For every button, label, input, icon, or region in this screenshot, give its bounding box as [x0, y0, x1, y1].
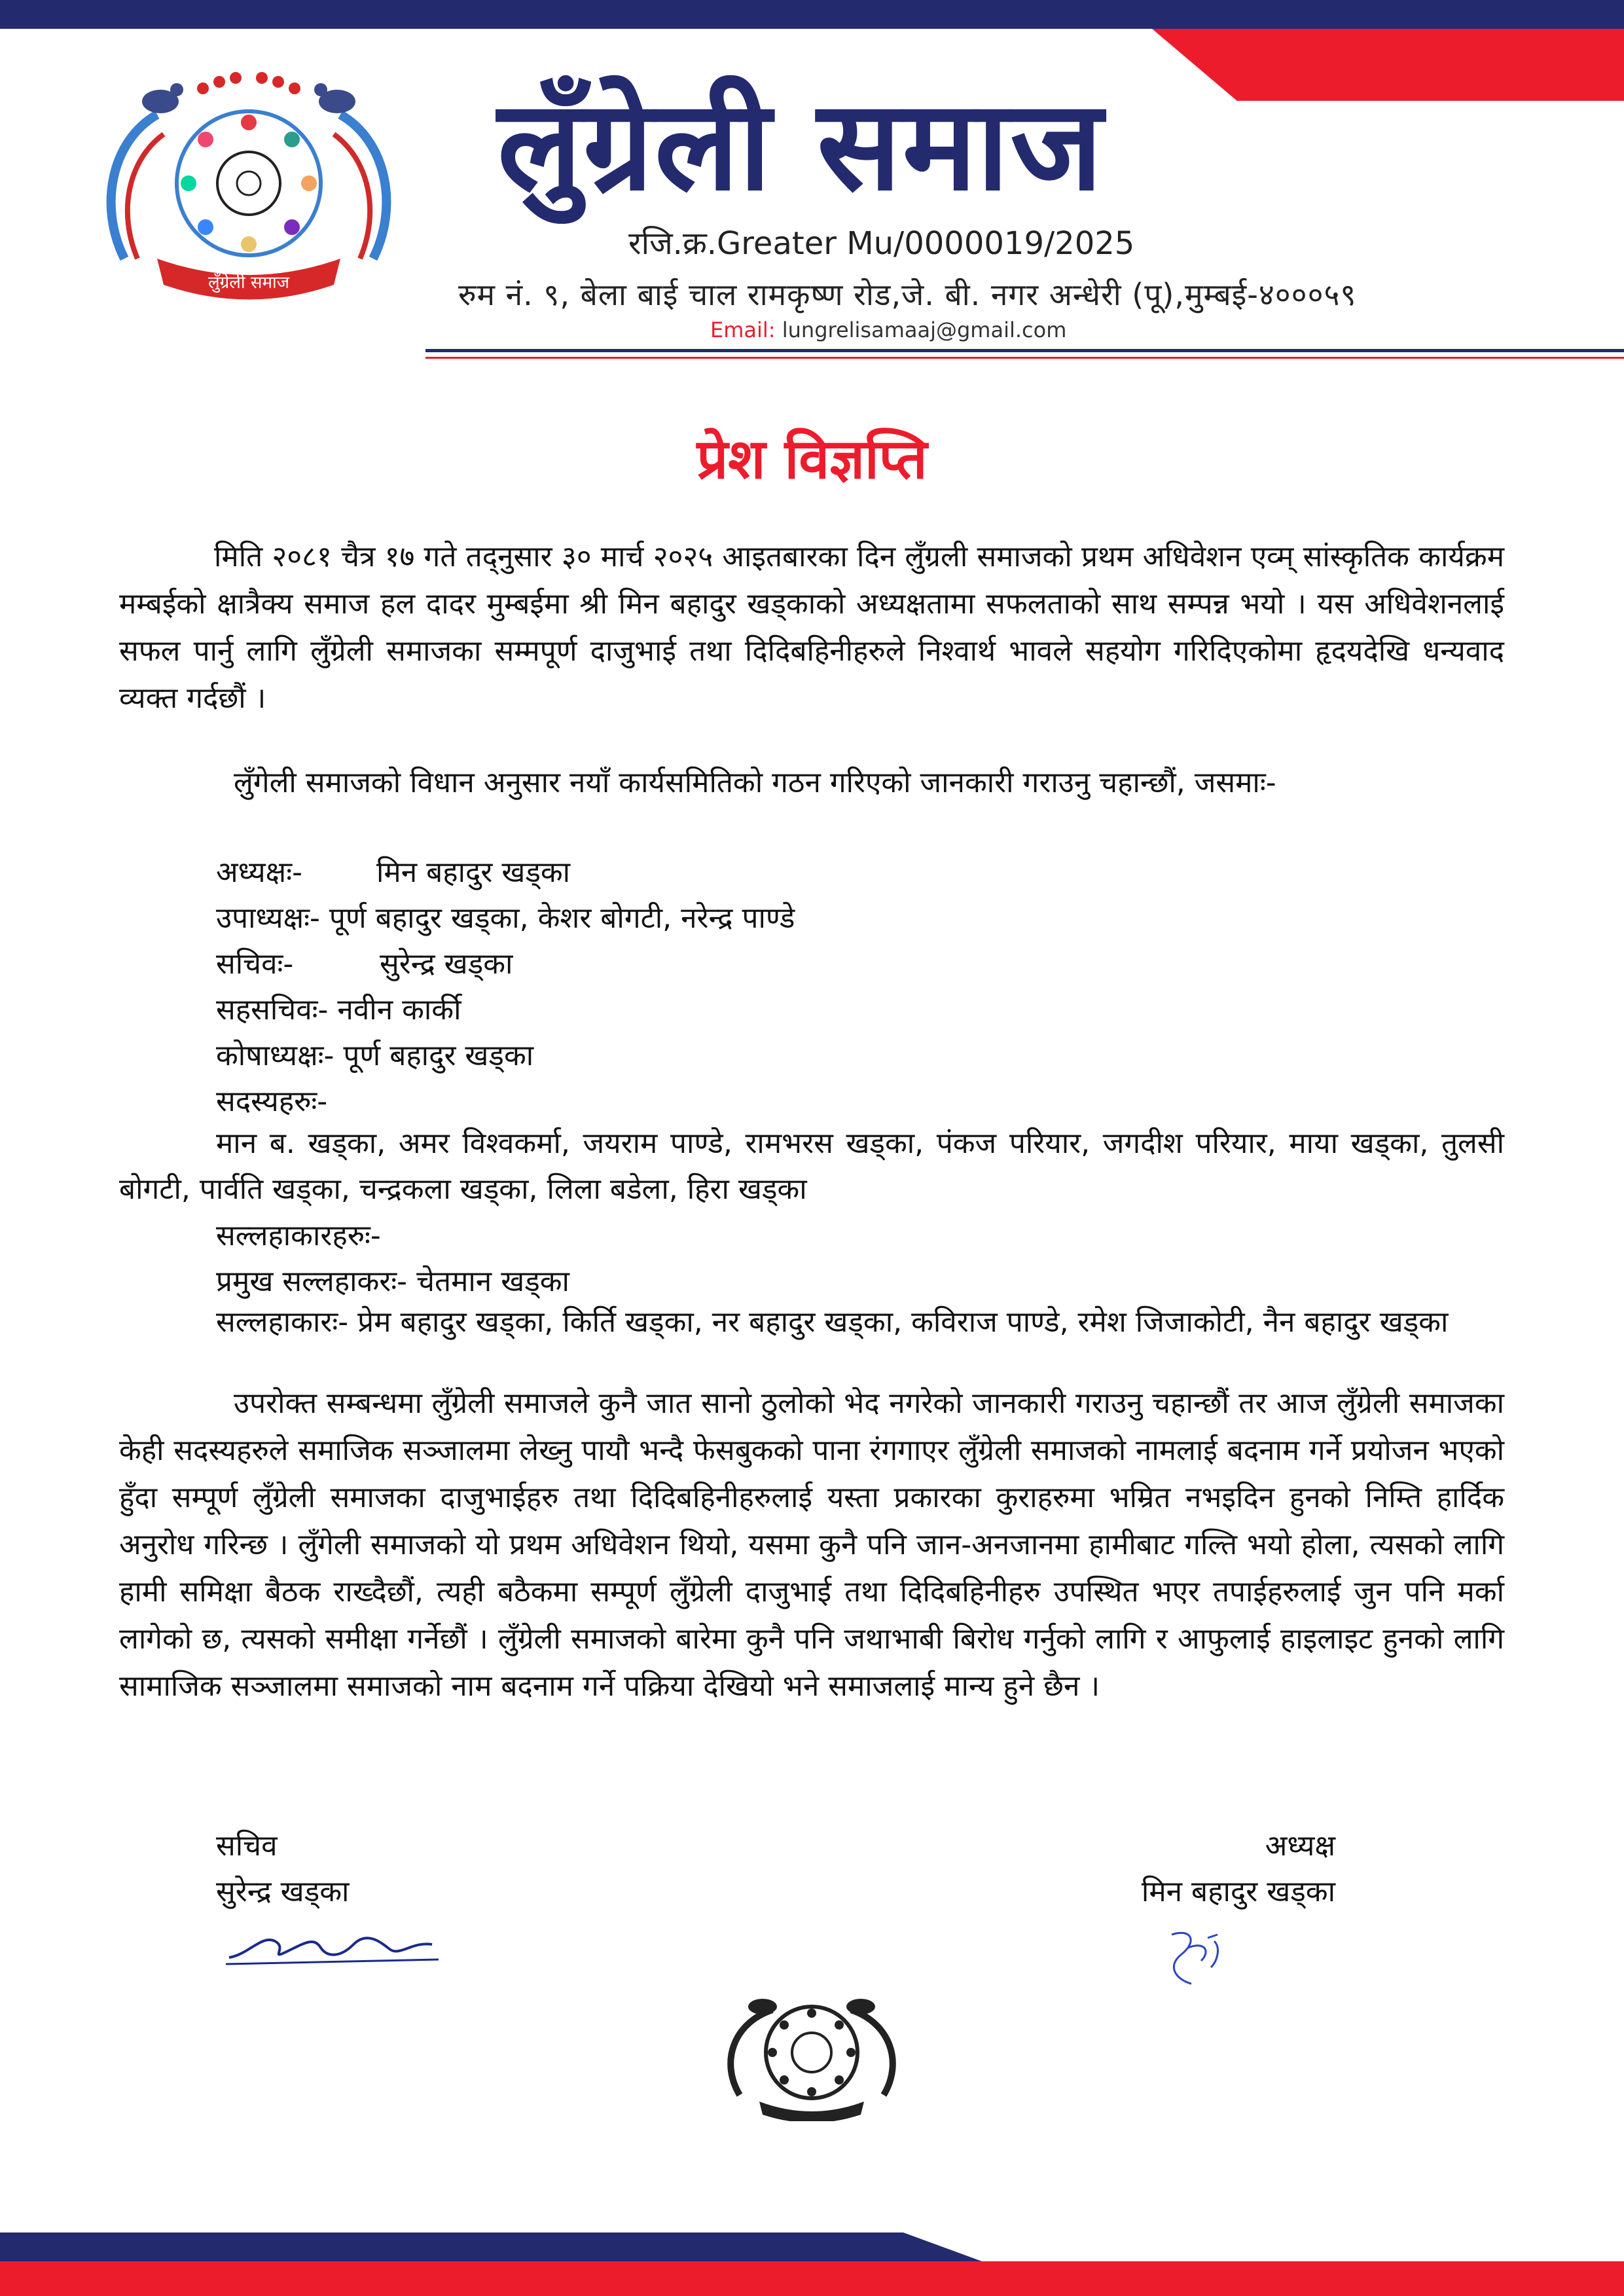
footer-logo [713, 1984, 910, 2121]
footer-navy-bar [0, 2232, 982, 2261]
registration-number: रजि.क्र.Greater Mu/0000019/2025 [628, 225, 1135, 262]
president-signature [1152, 1922, 1237, 1994]
address: रुम नं. ९, बेला बाई चाल रामकृष्ण रोड,जे. बी. नगर अन्धेरी (पू),मुम्बई-४०००५९ [458, 277, 1357, 312]
organization-name: लुँग्रेली समाज [497, 73, 1104, 218]
president-title: अध्यक्ष [1265, 1829, 1335, 1863]
logo-ribbon-text: लुँग्रेली समाज [208, 273, 290, 293]
treasurer-label: कोषाध्यक्षः- [216, 1039, 334, 1072]
row-advisors-label [216, 1214, 381, 1254]
secretary-title: सचिव [216, 1829, 278, 1863]
president-signatory-name: मिन बहादुर खड्का [1141, 1875, 1335, 1908]
secretary-signature [223, 1922, 445, 1974]
footer-red-bar [0, 2261, 1624, 2296]
header-red-bar [1152, 29, 1624, 101]
treasurer-name: पूर्ण बहादुर खड्का [343, 1039, 534, 1072]
society-logo [98, 62, 399, 311]
advisors-list [119, 1300, 1504, 1345]
chief-advisor-label: प्रमुख सल्लहाकरः- [216, 1265, 408, 1298]
row-joint-secretary [216, 989, 461, 1028]
email-link[interactable]: lungrelisamaaj@gmail.com [782, 318, 1067, 342]
secretary-name: सुरेन्द्र खड्का [380, 947, 513, 981]
president-name: मिन बहादुर खड्का [376, 856, 571, 889]
row-president [216, 851, 570, 890]
president-label: अध्यक्षः- [216, 856, 302, 889]
advisors-label: सल्लहाकारहरुः- [216, 1219, 381, 1252]
joint-secretary-label: सहसचिवः- [216, 993, 329, 1027]
members-label: सदस्यहरुः- [216, 1085, 328, 1118]
chief-advisor-name: चेतमान खड्का [416, 1265, 569, 1298]
secretary-signatory-name: सुरेन्द्र खड्का [216, 1875, 350, 1908]
row-members-label [216, 1080, 327, 1120]
members-list: मान ब. खड्का, अमर विश्वकर्मा, जयराम पाण्डे, रामभरस खड्का, पंकज परियार, जगदीश परियार, माया खड्का, तुलसी बोगटी, पार्वति खड्का, चन्द्रकला खड्का, लिला बडेला, हिरा खड्का [119, 1127, 1504, 1206]
row-secretary [216, 943, 513, 982]
header-navy-bar [0, 0, 1624, 29]
vice-president-label: उपाध्यक्षः- [216, 902, 320, 935]
signature-block-president [1100, 1823, 1335, 1915]
advisor-names: प्रेम बहादुर खड्का, किर्ति खड्का, नर बहादुर खड्का, कविराज पाण्डे, रमेश जिजाकोटी, नैन बहादुर खड्का [357, 1305, 1449, 1339]
paragraph-appeal: उपरोक्त सम्बन्धमा लुँग्रेली समाजले कुनै जात सानो ठुलोको भेद नगरेको जानकारी गराउनु चहान्छौं तर आज लुँग्रेली समाजका केही सदस्यहरुले समाजिक सञ्जालमा लेख्नु पायौ भन्दै फेसबुकको पाना रंगगाएर लुँग्रेली समाजको नामलाई बदनाम गर्ने प्रयोजन भएको हुँदा सम्पूर्ण लुँग्रेली समाजका दाजुभाईहरु तथा दिदिबहिनीहरुलाई यस्ता प्रकारका कुराहरुमा भम्रित नभइदिन हुनको निम्ति हार्दिक अनुरोध गरिन्छ । लुँगेली समाजको यो प्रथम अधिवेशन थियो, यसमा कुनै पनि जान-अनजानमा हामीबाट गल्ति भयो होला, त्यसको लागि हामी समिक्षा बैठक राख्दैछौं, त्यही बठैकमा सम्पूर्ण लुँग्रेली दाजुभाई तथा दिदिबहिनीहरु उपस्थित भएर तपाईहरुलाई जुन पनि मर्का लागेको छ, त्यसको समीक्षा गर्नेछौं । लुँग्रेली समाजको बारेमा कुनै पनि जथाभाबी बिरोध गर्नुको लागि र आफुलाई हाइलाइट हुनको लागि सामाजिक सञ्जालमा समाजको नाम बदनाम गर्ने पक्रिया देखियो भने समाजलाई मान्य हुने छैन । [119, 1387, 1504, 1703]
email-line [710, 318, 1066, 342]
signature-block-secretary [216, 1823, 349, 1915]
joint-secretary-name: नवीन कार्की [337, 993, 461, 1027]
advisor-label: सल्लहाकारः- [216, 1305, 349, 1339]
row-vice-president [216, 897, 795, 936]
document-title: प्रेश विज्ञप्ति [696, 427, 928, 491]
paragraph-committee-intro: लुँगेली समाजको विधान अनुसार नयाँ कार्यसमितिको गठन गरिएको जानकारी गराउनु चहान्छौं, जसमाः- [234, 766, 1276, 799]
header-divider-red [425, 357, 1624, 359]
paragraph-intro: मिति २०८१ चैत्र १७ गते तद्नुसार ३० मार्च २०२५ आइतबारका दिन लुँग्रली समाजको प्रथम अधिवेशन एव्म् सांस्कृतिक कार्यक्रम मम्बईको क्षात्रैक्य समाज हल दादर मुम्बईमा श्री मिन बहादुर खड्काको अध्यक्षतामा सफलताको साथ सम्पन्न भयो । यस अधिवेशनलाई सफल पार्नु लागि लुँग्रेली समाजका सम्मपूर्ण दाजुभाई तथा दिदिबहिनीहरुले निश्वार्थ भावले सहयोग गरिदिएकोमा हृदयदेखि धन्यवाद व्यक्त गर्दछौं । [119, 540, 1504, 715]
header-divider [425, 349, 1624, 352]
row-chief-advisor [216, 1260, 569, 1300]
vice-president-names: पूर्ण बहादुर खड्का, केशर बोगटी, नरेन्द्र पाण्डे [329, 902, 795, 935]
row-treasurer [216, 1034, 533, 1074]
secretary-label: सचिवः- [216, 947, 294, 981]
email-label: Email: [710, 318, 776, 342]
